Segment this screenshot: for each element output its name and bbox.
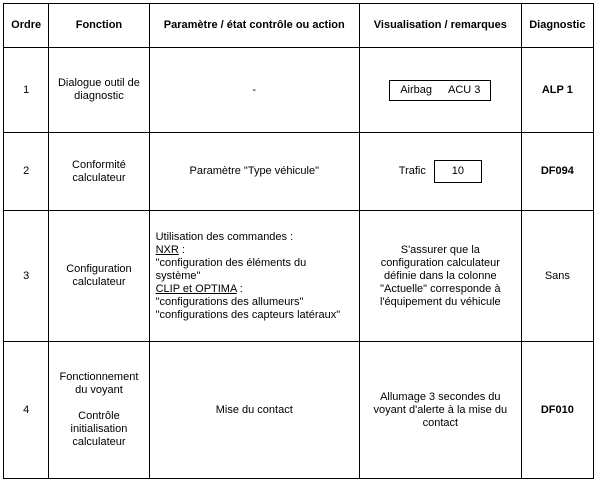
row3-function <box>49 211 149 342</box>
row3-parameter-line: système" <box>155 269 201 282</box>
row1-visual-value: ACU 3 <box>448 83 481 96</box>
header-order: Ordre <box>4 4 49 48</box>
row3-parameter-tool1: NXR <box>155 243 179 256</box>
row4-order: 4 <box>4 342 49 479</box>
table-row <box>4 48 594 133</box>
row3-parameter-tool2-suffix: : <box>236 282 243 295</box>
row2-visual <box>359 133 521 211</box>
row2-order: 2 <box>4 133 49 211</box>
row3-parameter-line: "configurations des allumeurs" <box>155 295 304 308</box>
row4-function-line: initialisation <box>70 423 128 435</box>
row4-function <box>49 342 149 479</box>
row3-parameter-tool1-line <box>156 244 355 257</box>
row4-visual-line: contact <box>422 416 459 429</box>
row2-visual-label: Trafic <box>398 165 426 177</box>
row1-function-line: Dialogue outil de <box>57 77 140 89</box>
row4-visual-line: voyant d'alerte à la mise du <box>373 403 508 416</box>
row3-visual <box>359 211 521 342</box>
row4-visual <box>359 342 521 479</box>
row3-visual-line: définie dans la colonne <box>384 269 497 282</box>
row2-diagnostic: DF094 <box>521 133 593 211</box>
row1-function-line: diagnostic <box>74 90 124 102</box>
row3-parameter-tool2: CLIP et OPTIMA <box>155 282 237 295</box>
row4-visual-line: Allumage 3 secondes du <box>380 390 501 403</box>
row3-visual-line: configuration calculateur <box>380 256 500 269</box>
header-row <box>4 4 594 48</box>
table-row <box>4 211 594 342</box>
row3-order: 3 <box>4 211 49 342</box>
row2-function-line: Conformité <box>72 158 126 171</box>
row3-visual-line: "Actuelle" corresponde à <box>380 282 501 295</box>
row1-visual <box>359 48 521 133</box>
row1-function <box>49 48 149 133</box>
header-function: Fonction <box>49 4 149 48</box>
row3-parameter-tool2-line <box>156 283 355 296</box>
row1-parameter: - <box>149 48 359 133</box>
row4-function-line: Fonctionnement <box>59 371 139 383</box>
table-row <box>4 133 594 211</box>
row3-parameter-line: "configuration des éléments du <box>155 256 307 269</box>
header-diagnostic: Diagnostic <box>521 4 593 48</box>
row3-parameter-tool1-suffix: : <box>178 243 185 256</box>
row4-parameter: Mise du contact <box>149 342 359 479</box>
row1-visual-label: Airbag <box>400 83 432 96</box>
row3-visual-line: S'assurer que la <box>400 243 480 256</box>
row4-function-line: calculateur <box>72 436 126 448</box>
row3-parameter-intro: Utilisation des commandes : <box>155 230 294 243</box>
row1-order: 1 <box>4 48 49 133</box>
row3-parameter-line: "configurations des capteurs latéraux" <box>155 308 341 321</box>
row2-parameter: Paramètre "Type véhicule" <box>149 133 359 211</box>
row3-function-line: Configuration <box>66 263 132 275</box>
row4-function-gap <box>53 397 144 410</box>
row3-visual-line: l'équipement du véhicule <box>379 295 501 308</box>
row2-visual-value: 10 <box>434 160 482 183</box>
table-row <box>4 342 594 479</box>
header-parameter: Paramètre / état contrôle ou action <box>149 4 359 48</box>
row3-diagnostic: Sans <box>521 211 593 342</box>
row1-visual-box <box>389 80 491 101</box>
row3-function-line: calculateur <box>72 276 126 288</box>
diagnostic-table <box>3 3 594 479</box>
row3-parameter <box>149 211 359 342</box>
row4-function-line: Contrôle <box>78 410 120 422</box>
row4-diagnostic: DF010 <box>521 342 593 479</box>
row2-function <box>49 133 149 211</box>
header-visual: Visualisation / remarques <box>359 4 521 48</box>
row2-function-line: calculateur <box>72 171 126 184</box>
row4-function-line: du voyant <box>75 384 123 396</box>
row1-diagnostic: ALP 1 <box>521 48 593 133</box>
